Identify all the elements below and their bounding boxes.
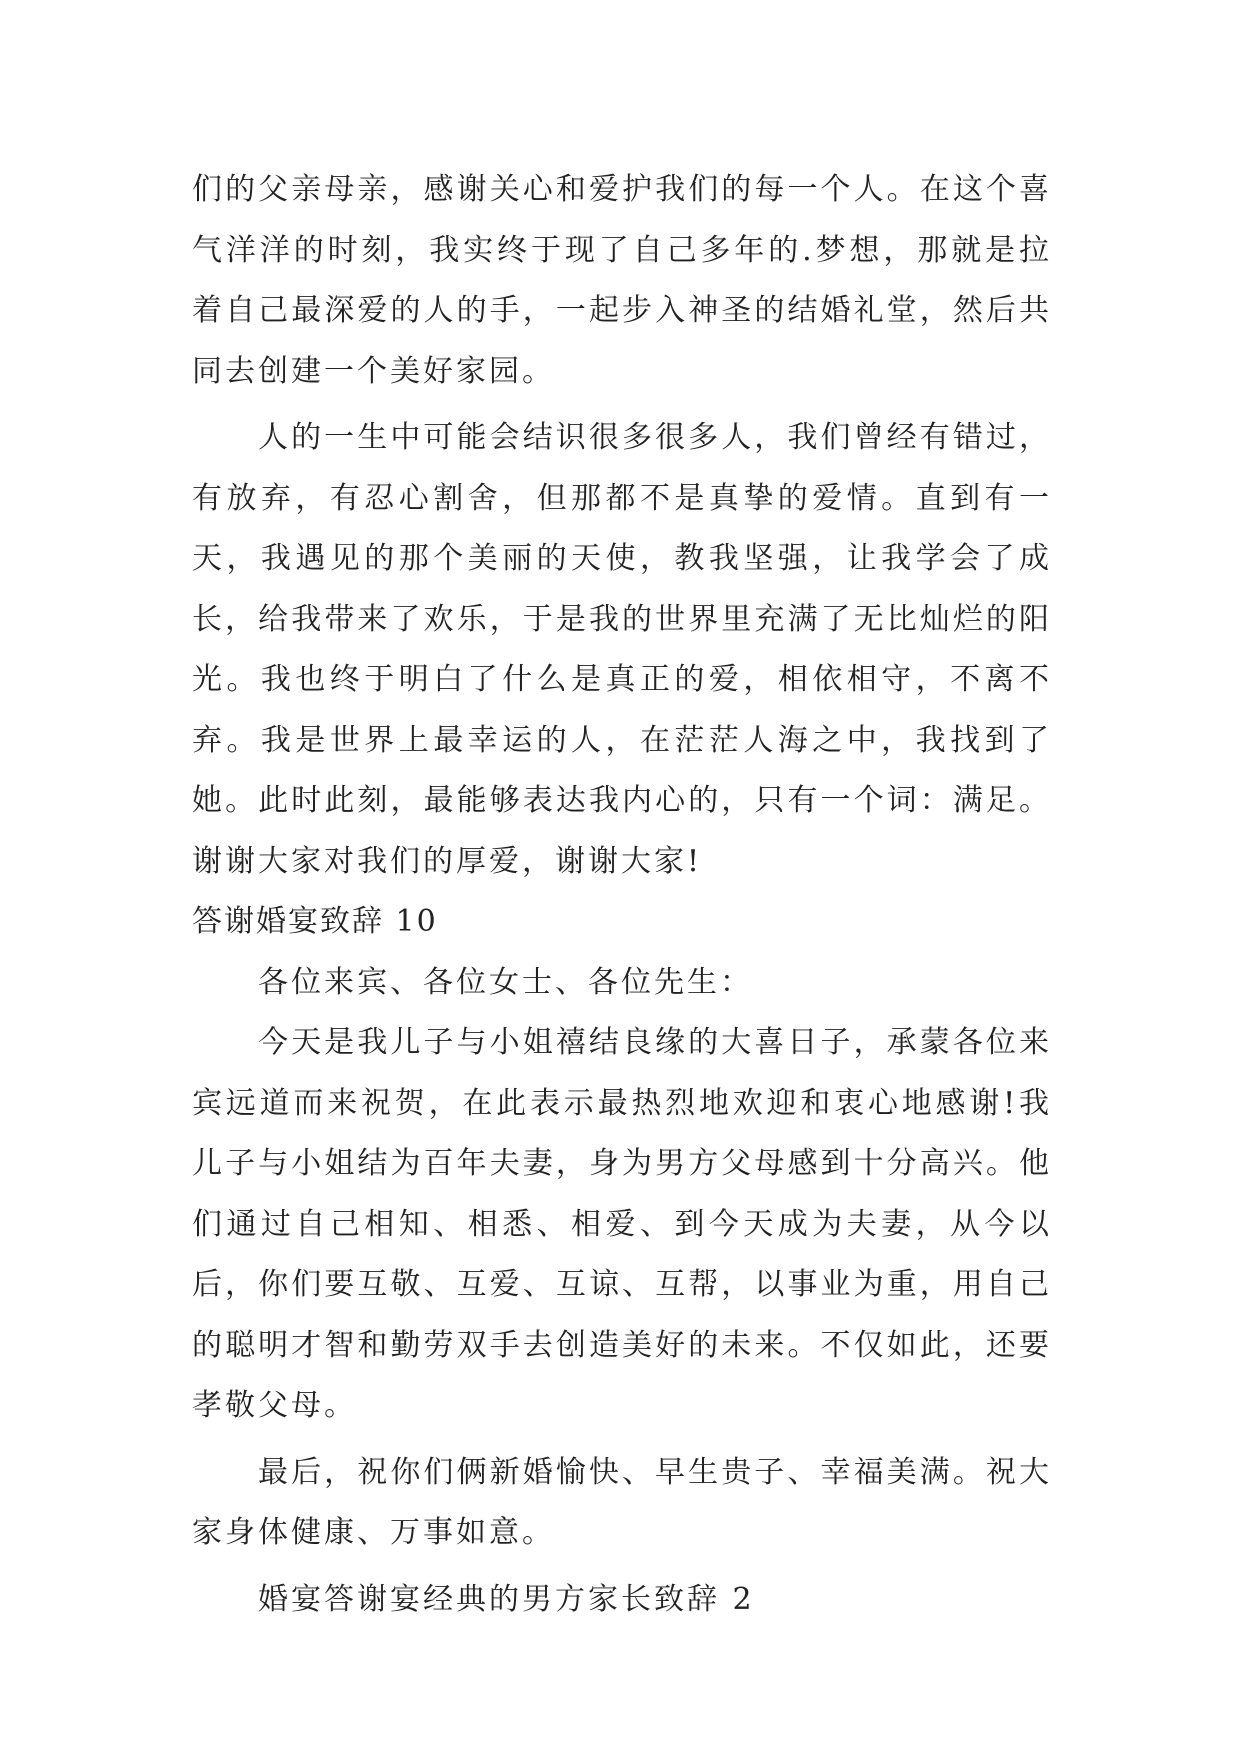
paragraph-love-story: 人的一生中可能会结识很多很多人，我们曾经有错过，有放弃，有忍心割舍，但那都不是真挚的爱情。直到有一天，我遇见的那个美丽的天使，教我坚强，让我学会了成长，给我带来了欢乐，于是我的世界里充满了无比灿烂的阳光。我也终于明白了什么是真正的爱，相依相守，不离不弃。我是世界上最幸运的人，在茫茫人海之中，我找到了她。此时此刻，最能够表达我内心的，只有一个词：满足。谢谢大家对我们的厚爱，谢谢大家! <box>192 420 1052 879</box>
document-page <box>192 160 1052 1630</box>
paragraph-welcome: 今天是我儿子与小姐禧结良缘的大喜日子，承蒙各位来宾远道而来祝贺，在此表示最热烈地欢迎和衷心地感谢!我儿子与小姐结为百年夫妻，身为男方父母感到十分高兴。他们通过自己相知、相悉、相爱、到今天成为夫妻，从今以后，你们要互敬、互爱、互谅、互帮，以事业为重，用自己的聪明才智和勤劳双手去创造美好的未来。不仅如此，还要孝敬父母。 <box>192 1025 1052 1423</box>
salutation: 各位来宾、各位女士、各位先生： <box>258 964 753 1000</box>
section-heading: 答谢婚宴致辞 10 <box>192 904 438 939</box>
paragraph-blessing: 最后，祝你们俩新婚愉快、早生贵子、幸福美满。祝大家身体健康、万事如意。 <box>192 1454 1052 1550</box>
paragraph-continuation: 们的父亲母亲，感谢关心和爱护我们的每一个人。在这个喜气洋洋的时刻，我实终于现了自己多年的.梦想，那就是拉着自己最深爱的人的手，一起步入神圣的结婚礼堂，然后共同去创建一个美好家园。 <box>192 172 1052 389</box>
paragraph-next-title: 婚宴答谢宴经典的男方家长致辞 2 <box>258 1581 755 1617</box>
